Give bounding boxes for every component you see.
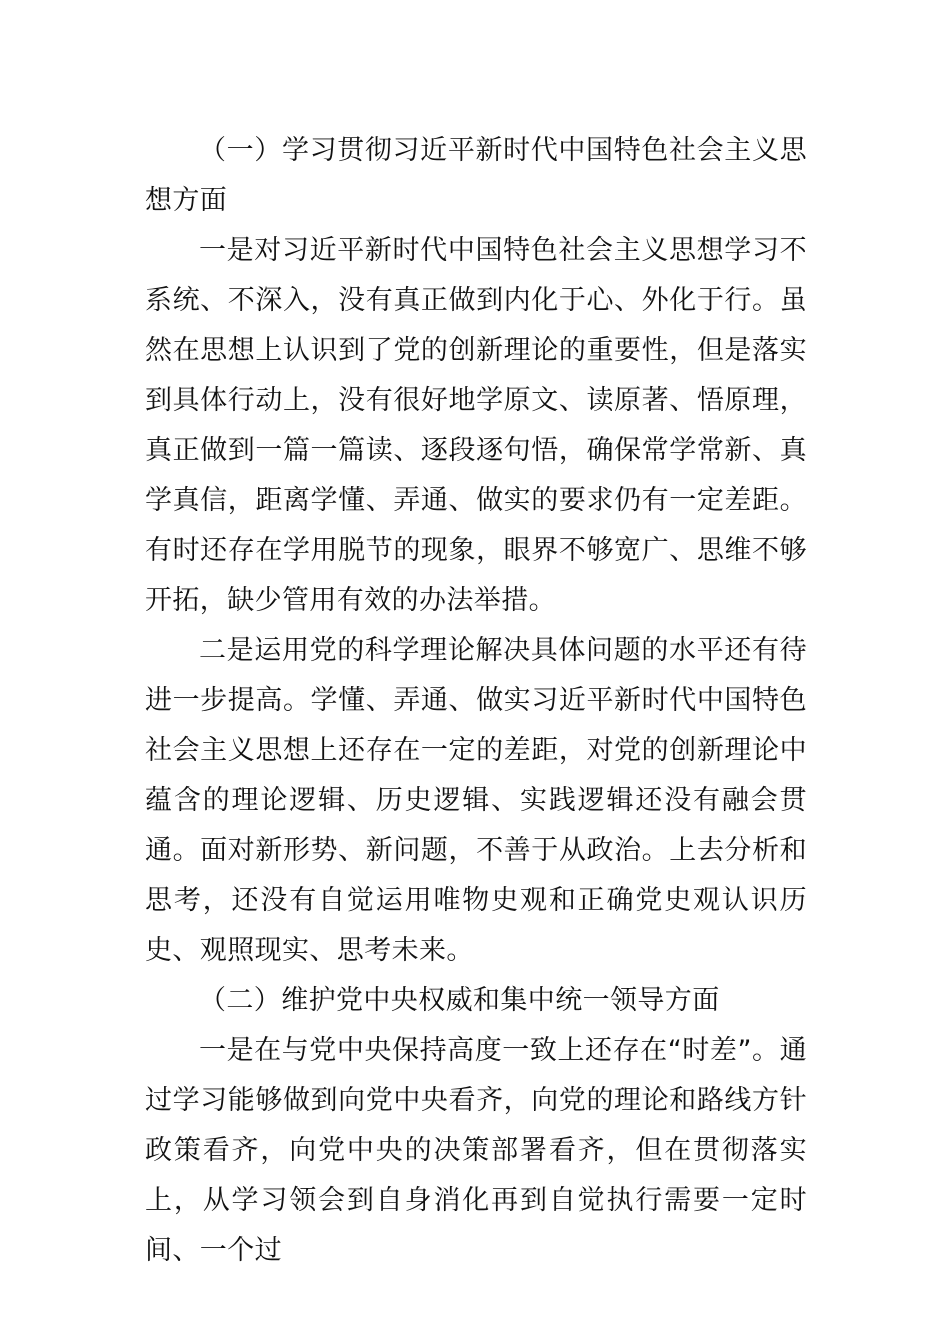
- section-2-heading: （二）维护党中央权威和集中统一领导方面: [199, 985, 720, 1016]
- section-1-paragraph-1: 一是对习近平新时代中国特色社会主义思想学习不系统、不深入，没有真正做到内化于心、外化于行。虽然在思想上认识到了党的创新理论的重要性，但是落实到具体行动上，没有很好地学原文、读原著、悟原理，真正做到一篇一篇读、逐段逐句悟，确保常学常新、真学真信，距离学懂、弄通、做实的要求仍有一定差距。有时还存在学用脱节的现象，眼界不够宽广、思维不够开拓，缺少管用有效的办法举措。: [145, 235, 807, 616]
- section-1-heading: （一）学习贯彻习近平新时代中国特色社会主义思想方面: [145, 135, 807, 216]
- section-1-paragraph-2: 二是运用党的科学理论解决具体问题的水平还有待进一步提高。学懂、弄通、做实习近平新时代中国特色社会主义思想上还存在一定的差距，对党的创新理论中蕴含的理论逻辑、历史逻辑、实践逻辑还没有融会贯通。面对新形势、新问题，不善于从政治。上去分析和思考，还没有自觉运用唯物史观和正确党史观认识历史、观照现实、思考未来。: [145, 635, 807, 966]
- section-2-paragraph-1: 一是在与党中央保持高度一致上还存在“时差”。通过学习能够做到向党中央看齐，向党的理论和路线方针政策看齐，向党中央的决策部署看齐，但在贯彻落实上，从学习领会到自身消化再到自觉执行需要一定时间、一个过: [145, 1035, 807, 1266]
- document-body: [145, 126, 807, 1276]
